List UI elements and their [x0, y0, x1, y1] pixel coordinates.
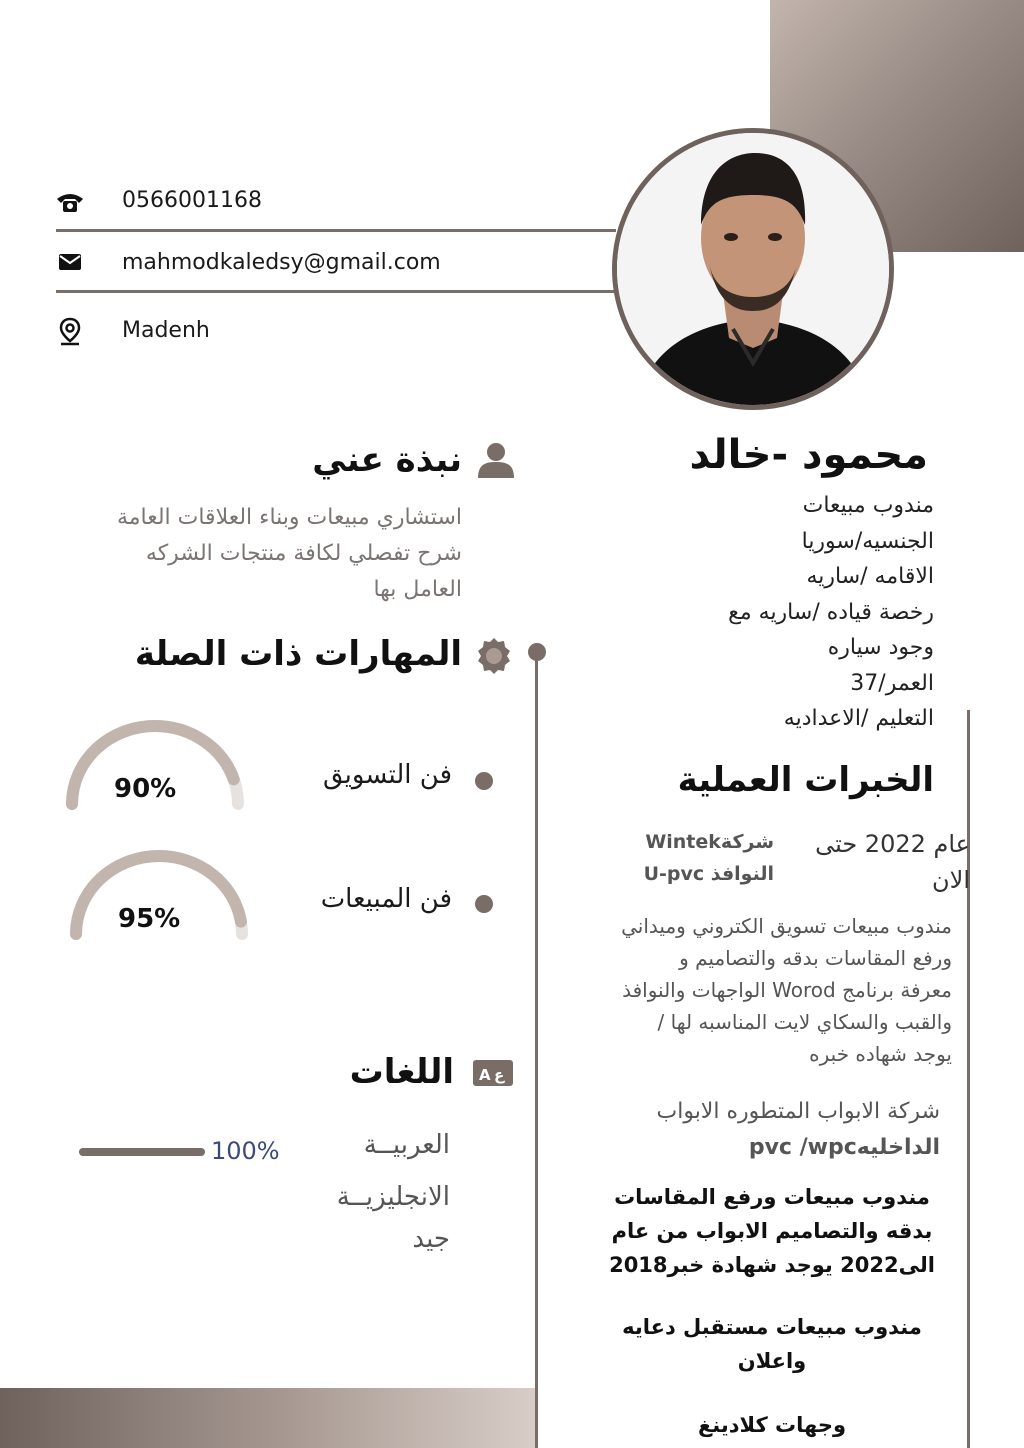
desc-line: والقبب والسكاي لايت المناسبه لها / [657, 1010, 952, 1034]
translate-icon [472, 1058, 514, 1094]
job-description [596, 1408, 948, 1442]
desc-line: وجهات كلادينغ [697, 1413, 847, 1437]
location-icon [54, 316, 86, 348]
date-line: الان [932, 866, 970, 894]
about-line: العامل بها [373, 577, 462, 602]
divider-line [56, 229, 616, 232]
profile-info [604, 488, 934, 737]
svg-text:ع: ع [494, 1066, 505, 1084]
desc-line: مندوب مبيعات ورفع المقاسات [614, 1185, 930, 1209]
info-line: الاقامه /ساريه [806, 564, 934, 589]
about-title: نبذة عني [312, 440, 462, 480]
corner-decoration-bottom [0, 1388, 536, 1448]
skills-title: المهارات ذات الصلة [134, 634, 462, 674]
email-address[interactable]: mahmodkaledsy@gmail.com [122, 250, 441, 275]
job-company [540, 1094, 940, 1166]
company-line: شركةWintek [645, 831, 774, 853]
about-line: استشاري مبيعات وبناء العلاقات العامة [116, 505, 462, 530]
email-icon [54, 246, 86, 278]
skill-label: فن المبيعات [320, 884, 452, 914]
job-description [552, 910, 952, 1070]
company-line: شركة الابواب المتطوره الابواب [656, 1099, 940, 1124]
desc-line: بدقه والتصاميم الابواب من عام [611, 1219, 933, 1243]
language-percent: 100% [211, 1137, 280, 1165]
person-name: محمود -خالد [689, 432, 928, 478]
languages-title: اللغات [349, 1052, 454, 1092]
info-line: رخصة قياده /ساريه مع [728, 599, 934, 625]
desc-line: مندوب مبيعات تسويق الكتروني وميداني [621, 914, 952, 938]
phone-icon [54, 186, 86, 218]
svg-text:A: A [479, 1066, 491, 1084]
job-company [574, 826, 774, 890]
desc-line: يوجد شهاده خبره [809, 1042, 952, 1066]
profile-photo [612, 128, 894, 410]
user-icon [476, 442, 516, 482]
location-text: Madenh [122, 318, 210, 343]
company-line: النوافذ U-pvc [643, 863, 774, 885]
info-line: وجود سياره [827, 635, 934, 660]
language-bar [79, 1148, 205, 1156]
job-description [596, 1180, 948, 1282]
skill-percent: 90% [114, 774, 177, 804]
bullet-dot [475, 895, 493, 913]
award-icon [474, 636, 514, 680]
company-line: الداخليهpvc /wpc [748, 1135, 940, 1160]
desc-line: ورفع المقاسات بدقه والتصاميم و [679, 946, 952, 970]
experience-title: الخبرات العملية [677, 760, 934, 800]
skill-label: فن التسويق [322, 760, 452, 790]
bullet-dot [475, 772, 493, 790]
desc-line: 2018الى2022 يوجد شهادة خبر [609, 1253, 935, 1277]
about-text [2, 500, 462, 608]
job-description [596, 1310, 948, 1378]
skill-percent: 95% [118, 904, 181, 934]
info-line: التعليم /الاعداديه [783, 706, 934, 731]
info-line: العمر/37 [850, 670, 934, 696]
person-portrait-icon [617, 133, 889, 405]
phone-number: 0566001168 [122, 188, 262, 213]
language-name: الانجليزيــة [336, 1182, 450, 1212]
info-line: مندوب مبيعات [802, 493, 934, 518]
date-line: عام 2022 حتى [815, 830, 970, 858]
desc-line: معرفة برنامج Worod الواجهات والنوافذ [622, 978, 952, 1002]
desc-line: مندوب مبيعات مستقبل دعايه [622, 1315, 922, 1339]
about-line: شرح تفصلي لكافة منتجات الشركه [145, 541, 462, 566]
language-name: العربيــة [363, 1130, 450, 1160]
desc-line: واعلان [737, 1349, 807, 1373]
info-line: الجنسيه/سوريا [801, 528, 934, 554]
timeline-line-right [967, 710, 970, 1448]
language-level: جيد [412, 1224, 450, 1254]
job-date [800, 826, 970, 898]
divider-line [56, 290, 616, 293]
